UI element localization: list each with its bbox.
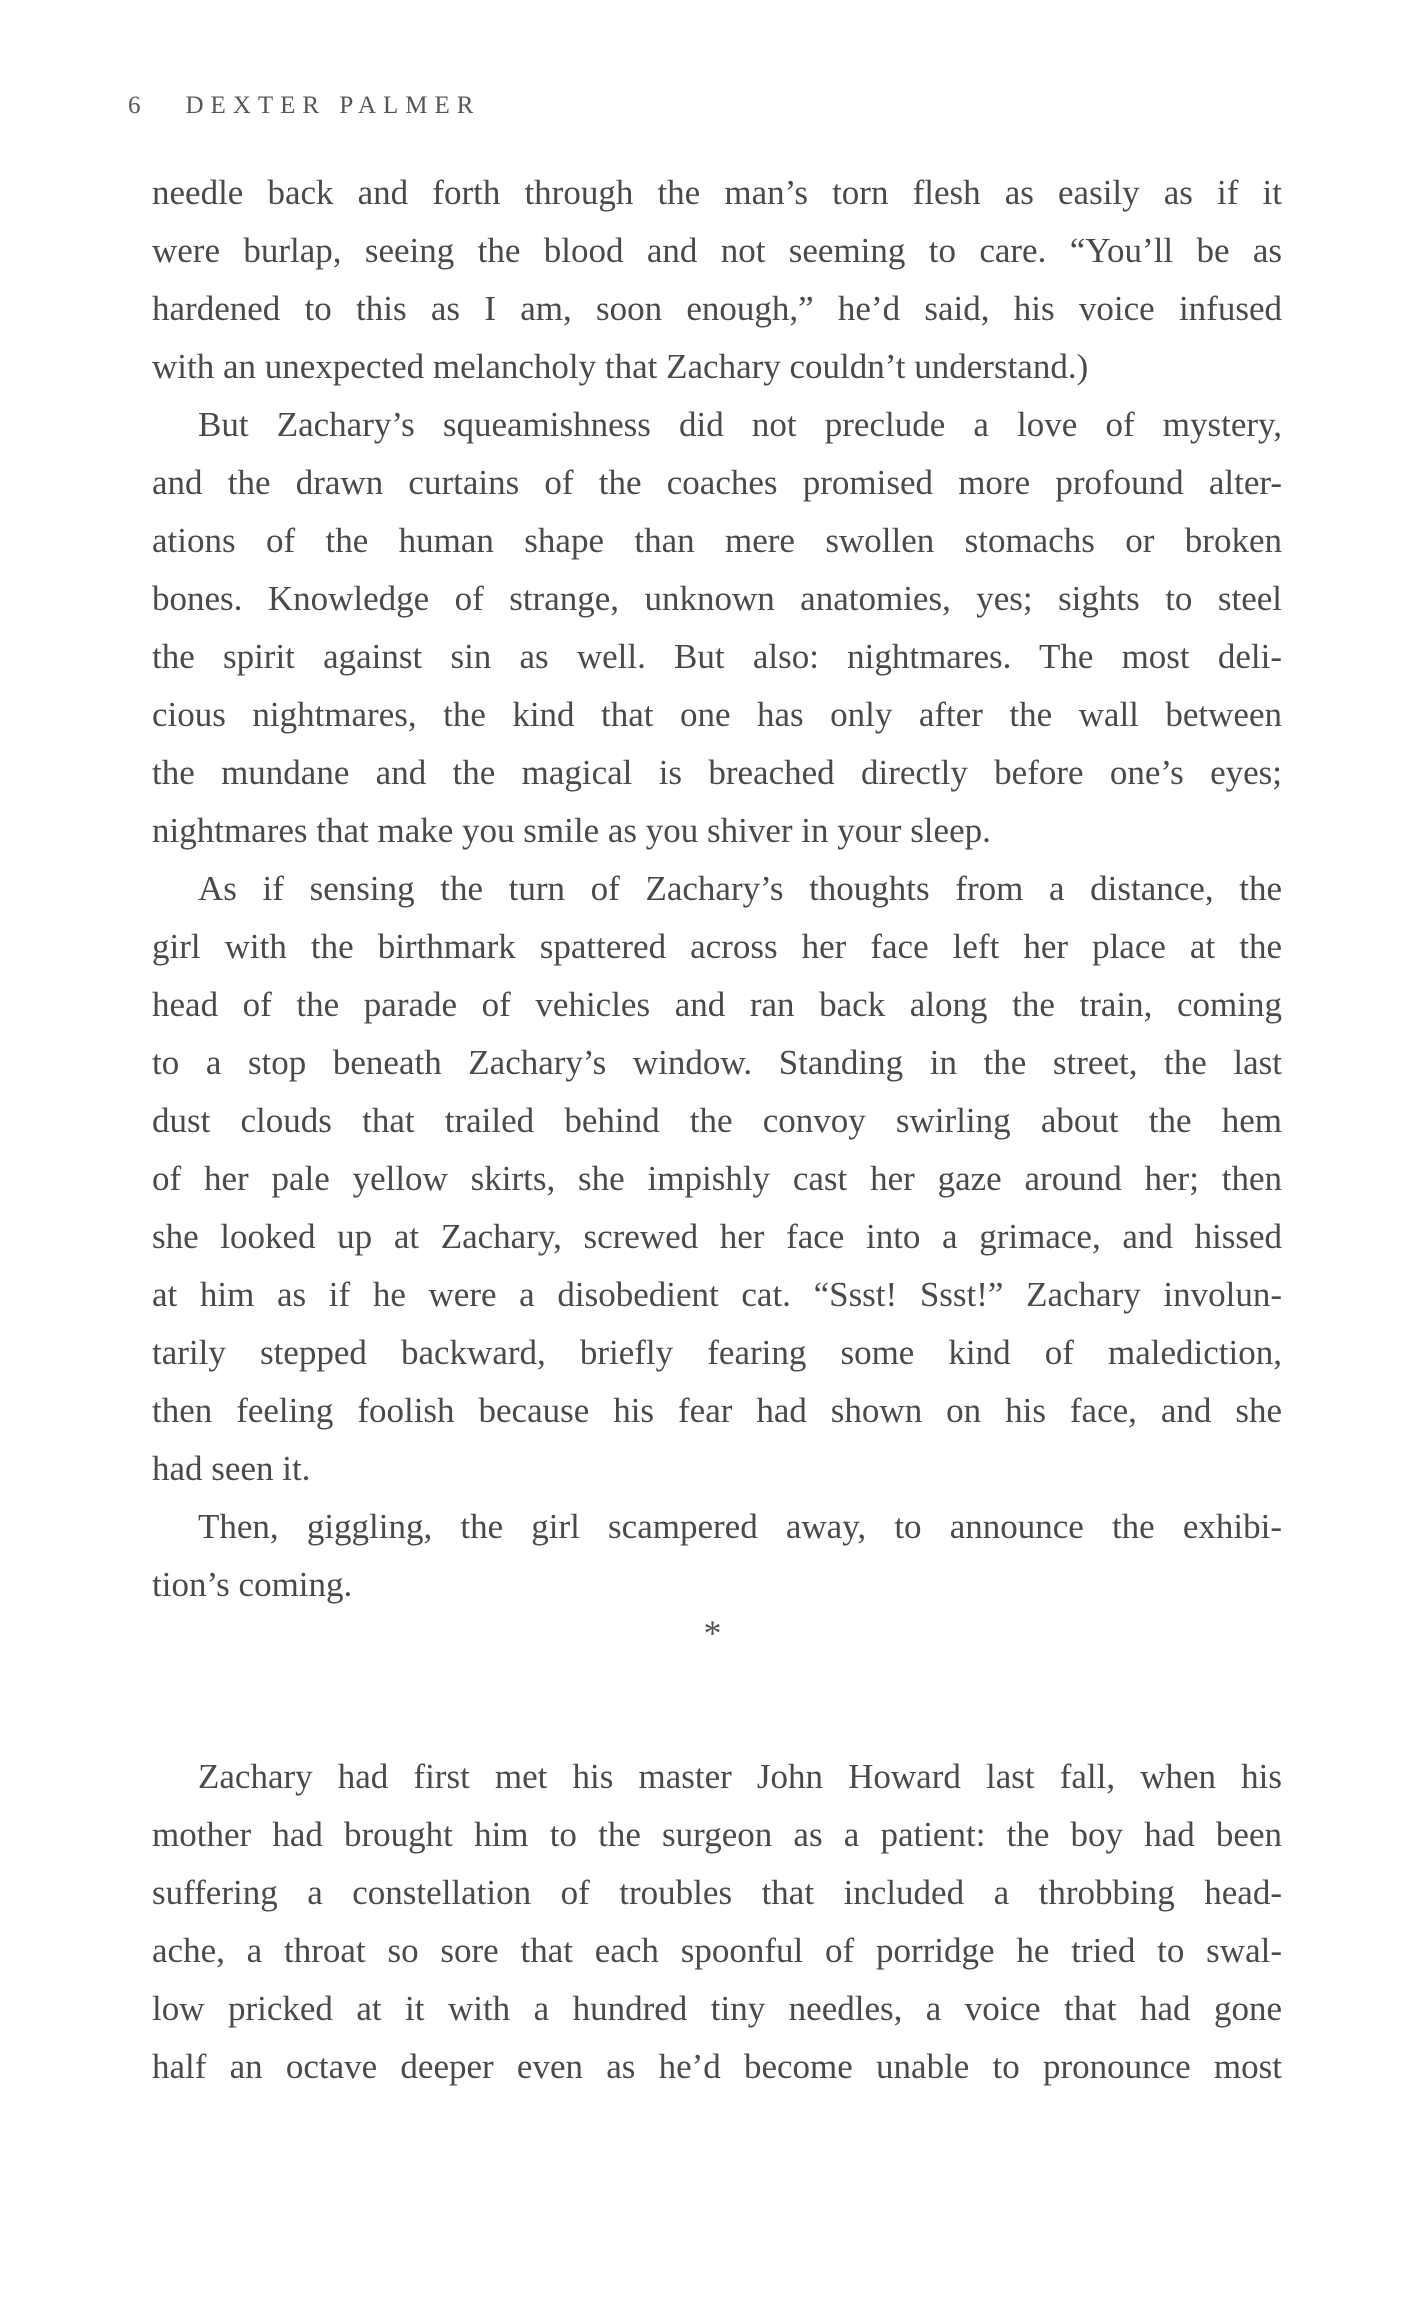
- body-text-section-2: [152, 1748, 1282, 2096]
- text-line: bones. Knowledge of strange, unknown anatomies, yes; sights to steel: [152, 579, 1282, 618]
- text-line: low pricked at it with a hundred tiny needles, a voice that had gone: [152, 1989, 1282, 2028]
- text-line: dust clouds that trailed behind the convoy swirling about the hem: [152, 1101, 1282, 1140]
- text-line: half an octave deeper even as he’d become unable to pronounce most: [152, 2047, 1282, 2086]
- text-line: to a stop beneath Zachary’s window. Standing in the street, the last: [152, 1043, 1282, 1082]
- text-line: As if sensing the turn of Zachary’s thoughts from a distance, the: [198, 869, 1282, 908]
- text-line: head of the parade of vehicles and ran back along the train, coming: [152, 985, 1282, 1024]
- text-line: had seen it.: [152, 1449, 311, 1488]
- text-line: needle back and forth through the man’s torn flesh as easily as if it: [152, 173, 1282, 212]
- text-line: Then, giggling, the girl scampered away, to announce the exhibi-: [198, 1507, 1282, 1546]
- text-line: girl with the birthmark spattered across her face left her place at the: [152, 927, 1282, 966]
- text-line: then feeling foolish because his fear had shown on his face, and she: [152, 1391, 1282, 1430]
- text-line: Zachary had first met his master John Howard last fall, when his: [198, 1757, 1282, 1796]
- text-line: of her pale yellow skirts, she impishly cast her gaze around her; then: [152, 1159, 1282, 1198]
- running-header: [128, 92, 480, 120]
- text-line: she looked up at Zachary, screwed her face into a grimace, and hissed: [152, 1217, 1282, 1256]
- text-line: the spirit against sin as well. But also: nightmares. The most deli-: [152, 637, 1282, 676]
- author-name: DEXTER PALMER: [185, 92, 481, 119]
- text-line: hardened to this as I am, soon enough,” he’d said, his voice infused: [152, 289, 1282, 328]
- page-number: 6: [128, 92, 148, 119]
- text-line: ache, a throat so sore that each spoonful of porridge he tried to swal-: [152, 1931, 1282, 1970]
- text-line: But Zachary’s squeamishness did not preclude a love of mystery,: [198, 405, 1282, 444]
- text-line: with an unexpected melancholy that Zachary couldn’t understand.): [152, 347, 1089, 386]
- text-line: the mundane and the magical is breached directly before one’s eyes;: [152, 753, 1282, 792]
- text-line: nightmares that make you smile as you shiver in your sleep.: [152, 811, 991, 850]
- text-line: tarily stepped backward, briefly fearing some kind of malediction,: [152, 1333, 1282, 1372]
- text-line: ations of the human shape than mere swollen stomachs or broken: [152, 521, 1282, 560]
- text-line: mother had brought him to the surgeon as a patient: the boy had been: [152, 1815, 1282, 1854]
- text-line: cious nightmares, the kind that one has only after the wall between: [152, 695, 1282, 734]
- text-line: at him as if he were a disobedient cat. “Ssst! Ssst!” Zachary involun-: [152, 1275, 1282, 1314]
- body-text-section-1: [152, 164, 1282, 1614]
- text-line: were burlap, seeing the blood and not seeming to care. “You’ll be as: [152, 231, 1282, 270]
- section-break-asterisk: *: [703, 1613, 722, 1653]
- text-line: tion’s coming.: [152, 1565, 353, 1604]
- text-line: suffering a constellation of troubles that included a throbbing head-: [152, 1873, 1282, 1912]
- text-line: and the drawn curtains of the coaches promised more profound alter-: [152, 463, 1282, 502]
